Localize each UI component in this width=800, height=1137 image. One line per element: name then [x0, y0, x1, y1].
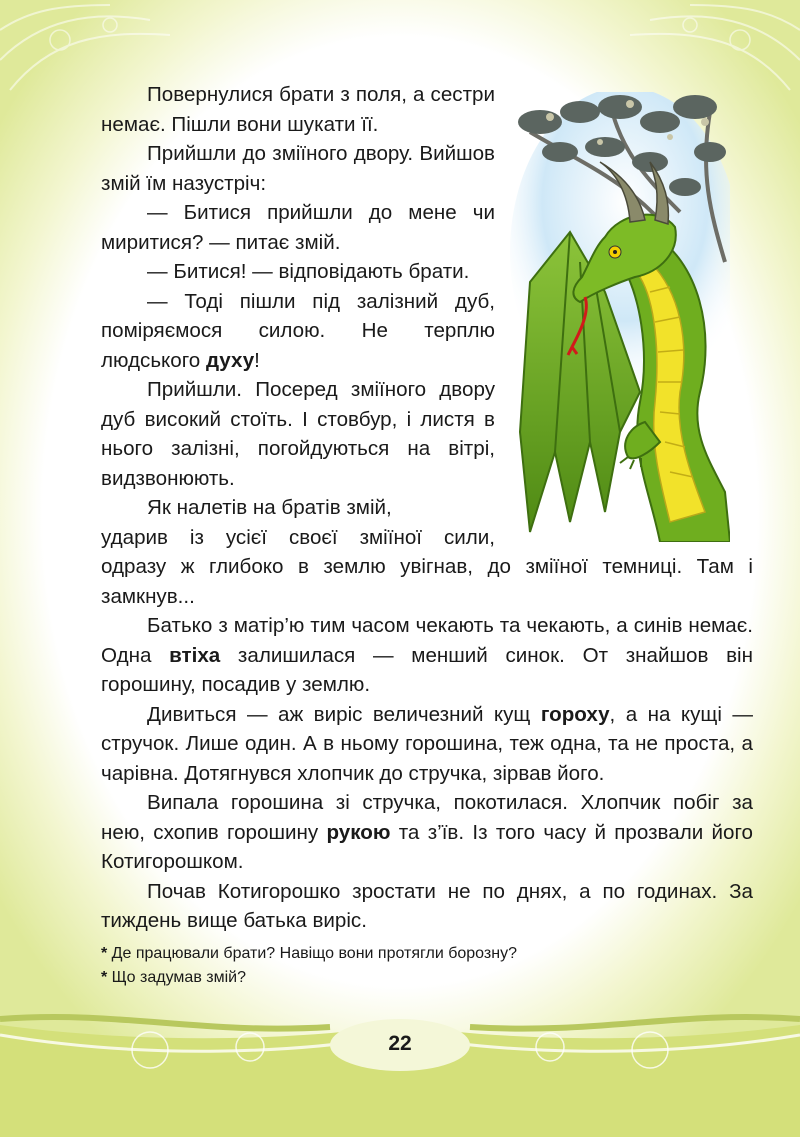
paragraph — [101, 139, 495, 198]
text-run: — Битися прийшли до мене чи миритися? — питає змій. — [101, 201, 495, 254]
paragraph-wrap-rest — [101, 552, 753, 611]
question-bullet: * — [101, 969, 108, 986]
text-run: Прийшли. Посеред зміїного двору дуб високий стоїть. І стовбур, і листя в нього залізні, погойдуються на вітрі, видзвонюють. — [101, 378, 495, 490]
text-run: Батько з матір’ю тим часом чекають та чекають, а синів немає. Одна — [101, 614, 753, 667]
vocabulary-word: втіха — [169, 643, 221, 667]
page-number: 22 — [388, 1032, 412, 1055]
text-run: Почав Котигорошко зростати не по днях, а по годинах. За тиждень вище батька виріс. — [101, 879, 753, 932]
paragraph — [101, 287, 495, 376]
paragraph — [101, 375, 495, 493]
paragraph — [101, 877, 753, 936]
paragraph-wrap-line2 — [101, 523, 495, 553]
vocabulary-word: духу — [205, 348, 255, 372]
text-run: — Тоді пішли під залізний дуб, поміряємося силою. Не терплю людського — [101, 289, 495, 372]
footer-ornament — [0, 1005, 800, 1137]
text-run: — Битися! — відповідають брати. — [147, 260, 470, 283]
text-run: Прийшли до зміїного двору. Вийшов змій їм назустріч: — [101, 142, 495, 195]
paragraph — [101, 611, 753, 700]
questions-block — [101, 942, 721, 990]
question-bullet: * — [101, 945, 108, 962]
story-text — [101, 80, 753, 936]
question-text: Що задумав змій? — [107, 969, 246, 986]
question-item — [101, 942, 721, 966]
paragraph — [101, 257, 495, 287]
text-run: та з’їв. Із того часу й прозвали його Котигорошком. — [101, 820, 753, 873]
paragraph — [101, 700, 753, 789]
text-run: Як налетів на братів змій, — [147, 496, 392, 519]
text-run: Дивиться — аж виріс величезний кущ — [147, 702, 541, 726]
vocabulary-word: гороху — [540, 702, 610, 726]
paragraph — [101, 198, 495, 257]
paragraph — [101, 788, 753, 877]
vocabulary-word: рукою — [326, 820, 391, 844]
text-run: , а на кущі — стручок. Лише один. А в ньому горошина, теж одна, та не проста, а чарівна. Дотягнувся хлопчик до стручка, зірвав його. — [101, 702, 753, 785]
text-run: залишилася — менший синок. От знайшов він горошину, посадив у землю. — [101, 643, 753, 696]
text-run: одразу ж глибоко в землю увігнав, до зміїної темниці. Там і замкнув... — [101, 555, 753, 608]
question-text: Де працювали брати? Навіщо вони протягли борозну? — [107, 945, 517, 962]
paragraph-wrap-line1 — [101, 493, 495, 523]
paragraph — [101, 80, 495, 139]
question-item — [101, 966, 721, 990]
text-run: ! — [254, 348, 260, 372]
text-run: ударив із усієї своєї зміїної сили, — [101, 525, 495, 549]
text-run: Випала горошина зі стручка, покотилася. Хлопчик побіг за нею, схопив горошину — [101, 791, 753, 844]
text-run: Повернулися брати з поля, а сестри немає. Пішли вони шукати її. — [101, 83, 495, 136]
